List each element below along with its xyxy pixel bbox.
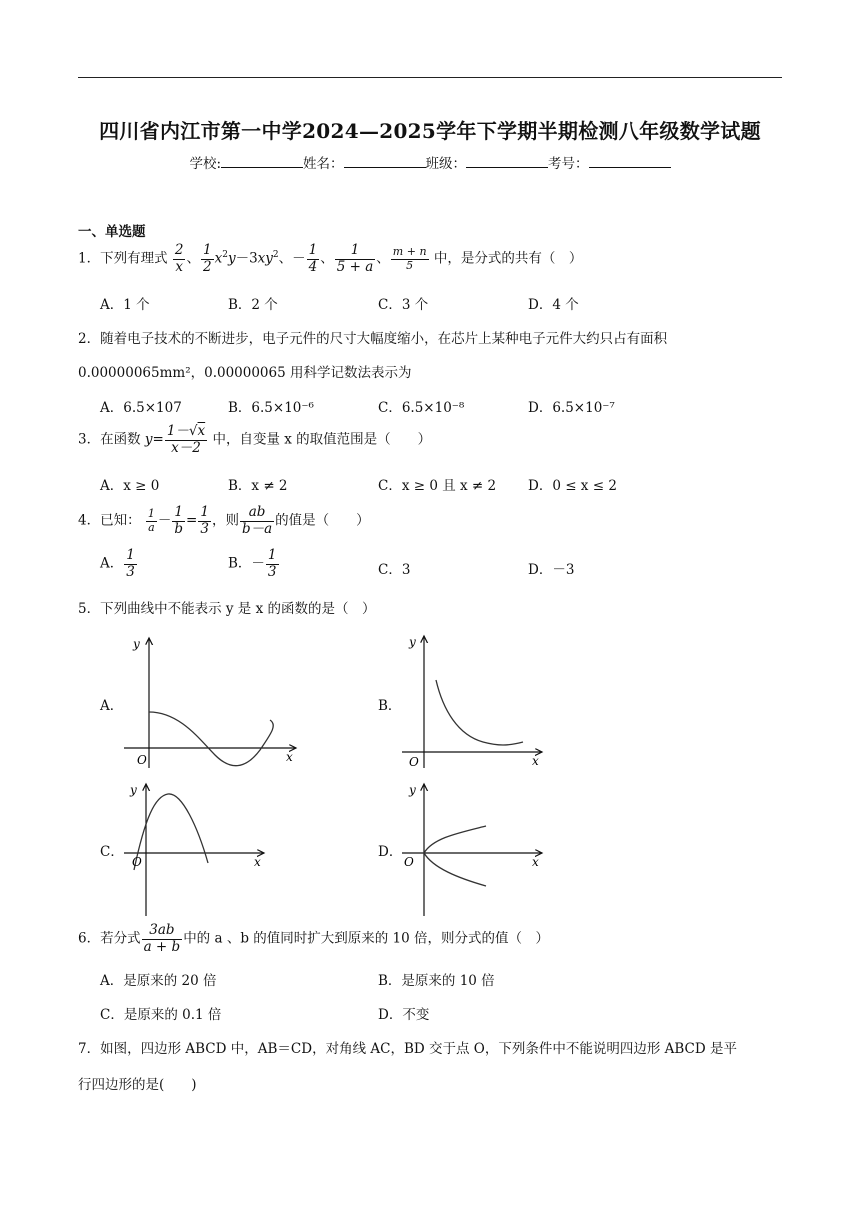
q6-option-a[interactable]: A．是原来的 20 倍 — [100, 973, 217, 989]
question-7-line2: 行四边形的是( ) — [78, 1077, 197, 1093]
expr-1-over-a: $\frac{1}{a}$ — [147, 506, 155, 534]
question-4: 4．已知： $\frac{1}{a}$ － $\frac{1}{b}$ = $\frac{1}{3}$ ，则 $\frac{ab}{b-a}$ 的值是（ ） — [78, 504, 370, 537]
q6-prefix: 6．若分式 — [78, 930, 141, 947]
expr-neg-quarter: $\frac{1}{4}$ — [308, 242, 318, 275]
q1-option-c[interactable]: C．3 个 — [378, 297, 429, 313]
expr-half: $\frac{1}{2}$ — [202, 242, 212, 275]
svg-text:y: y — [130, 783, 137, 797]
q1-option-d[interactable]: D．4 个 — [528, 297, 579, 313]
graph-a-y-label: y — [133, 637, 140, 651]
svg-text:y: y — [409, 783, 416, 797]
q5-option-b[interactable]: B． — [378, 698, 402, 714]
q2-option-a[interactable]: A．6.5×107 — [100, 400, 182, 416]
q5-option-a[interactable]: A． — [100, 698, 124, 714]
page-title: 四川省内江市第一中学2024—2025学年下学期半期检测八年级数学试题 — [99, 119, 761, 143]
q4-middle: ，则 — [211, 512, 239, 529]
top-rule — [78, 77, 782, 78]
field-exam-no-label: 考号： — [548, 156, 589, 172]
q2-option-c[interactable]: C．6.5×10⁻⁸ — [378, 400, 465, 416]
svg-text:O: O — [132, 855, 142, 869]
expr-3ab-over-a-plus-b: $\frac{3ab}{a + b}$ — [143, 922, 181, 955]
q1-suffix: 中，是分式的共有（ ） — [433, 250, 583, 267]
q4-option-d[interactable]: D．－3 — [528, 562, 575, 578]
q3-option-d[interactable]: D．0 ≤ x ≤ 2 — [528, 478, 617, 494]
graph-a-x-label: x — [286, 750, 293, 764]
q4-suffix: 的值是（ ） — [275, 512, 370, 529]
graph-c — [120, 778, 270, 918]
name-blank[interactable] — [344, 155, 426, 168]
section-heading: 一、单选题 — [78, 224, 146, 240]
svg-text:O: O — [409, 755, 419, 769]
q5-option-c[interactable]: C． — [100, 844, 124, 860]
q3-prefix: 3．在函数 — [78, 431, 141, 448]
svg-text:x: x — [254, 855, 261, 869]
question-6 — [78, 923, 549, 955]
q6-suffix: 中的 a 、b 的值同时扩大到原来的 10 倍，则分式的值（ ） — [183, 930, 550, 947]
field-name-label: 姓名： — [303, 156, 344, 172]
q4-option-b[interactable]: B．－ $\frac{1}{3}$ — [228, 547, 277, 580]
q4-option-a[interactable]: A． $\frac{1}{3}$ — [100, 547, 135, 580]
q5-option-d[interactable]: D． — [378, 844, 403, 860]
q3-option-c[interactable]: C．x ≥ 0 且 x ≠ 2 — [378, 478, 497, 494]
q3-option-b[interactable]: B．x ≠ 2 — [228, 478, 288, 494]
svg-text:O: O — [404, 855, 414, 869]
q2-option-d[interactable]: D．6.5×10⁻⁷ — [528, 400, 615, 416]
question-1: 1．下列有理式 $\frac{2}{x}$ 、 $\frac{1}{2}$ $x^2y-3xy^2$、－ $\frac{1}{4}$ 、 $\frac{1}{5 + a}$ 、 $\frac{m + n}{5}$ 中，是分式的共有（ ） — [78, 242, 583, 275]
q6-option-c[interactable]: C．是原来的 0.1 倍 — [100, 1007, 222, 1023]
q3-option-a[interactable]: A．x ≥ 0 — [100, 478, 160, 494]
expr-q3-function: $\frac{1-√x}{x-2}$ — [166, 423, 206, 456]
class-blank[interactable] — [466, 155, 548, 168]
graph-a — [120, 630, 305, 770]
q4-prefix: 4．已知： — [78, 512, 141, 529]
q6-option-b[interactable]: B．是原来的 10 倍 — [378, 973, 495, 989]
expr-1-over-5a: $\frac{1}{5 + a}$ — [336, 242, 374, 275]
question-3: 3．在函数 y= $\frac{1-√x}{x-2}$ 中，自变量 x 的取值范围是（ ） — [78, 423, 432, 456]
q1-option-a[interactable]: A．1 个 — [100, 297, 150, 313]
q1-option-b[interactable]: B．2 个 — [228, 297, 278, 313]
expr-mn-over-5: $\frac{m + n}{5}$ — [392, 244, 427, 272]
field-school-label: 学校: — [189, 156, 222, 172]
school-blank[interactable] — [221, 155, 303, 168]
expr-ab-over-b-minus-a: $\frac{ab}{b-a}$ — [241, 504, 273, 537]
q4-option-c[interactable]: C．3 — [378, 562, 411, 578]
student-info-line — [0, 152, 860, 172]
svg-text:x: x — [532, 754, 539, 768]
graph-b — [398, 630, 548, 770]
question-2-line2: 0.00000065mm²，0.00000065 用科学记数法表示为 — [78, 365, 412, 381]
graph-d — [398, 778, 548, 918]
field-class-label: 班级： — [425, 156, 467, 172]
q6-option-d[interactable]: D．不变 — [378, 1007, 430, 1023]
q2-option-b[interactable]: B．6.5×10⁻⁶ — [228, 400, 314, 416]
expr-1-over-b: $\frac{1}{b}$ — [174, 504, 184, 537]
expr-2-over-x: $\frac{2}{x}$ — [174, 242, 184, 275]
q3-suffix: 中，自变量 x 的取值范围是（ ） — [212, 431, 432, 448]
q1-prefix: 1．下列有理式 — [78, 250, 168, 267]
svg-text:y: y — [409, 635, 416, 649]
question-5: 5．下列曲线中不能表示 y 是 x 的函数的是（ ） — [78, 601, 376, 617]
svg-text:x: x — [532, 855, 539, 869]
question-7-line1: 7．如图，四边形 ABCD 中，AB＝CD，对角线 AC，BD 交于点 O，下列条件中不能说明四边形 ABCD 是平 — [78, 1041, 737, 1057]
exam-no-blank[interactable] — [589, 155, 671, 168]
expr-1-over-3: $\frac{1}{3}$ — [200, 504, 209, 537]
question-2-line1: 2．随着电子技术的不断进步，电子元件的尺寸大幅度缩小，在芯片上某种电子元件大约只占有面积 — [78, 331, 668, 347]
graph-a-origin: O — [137, 753, 147, 767]
